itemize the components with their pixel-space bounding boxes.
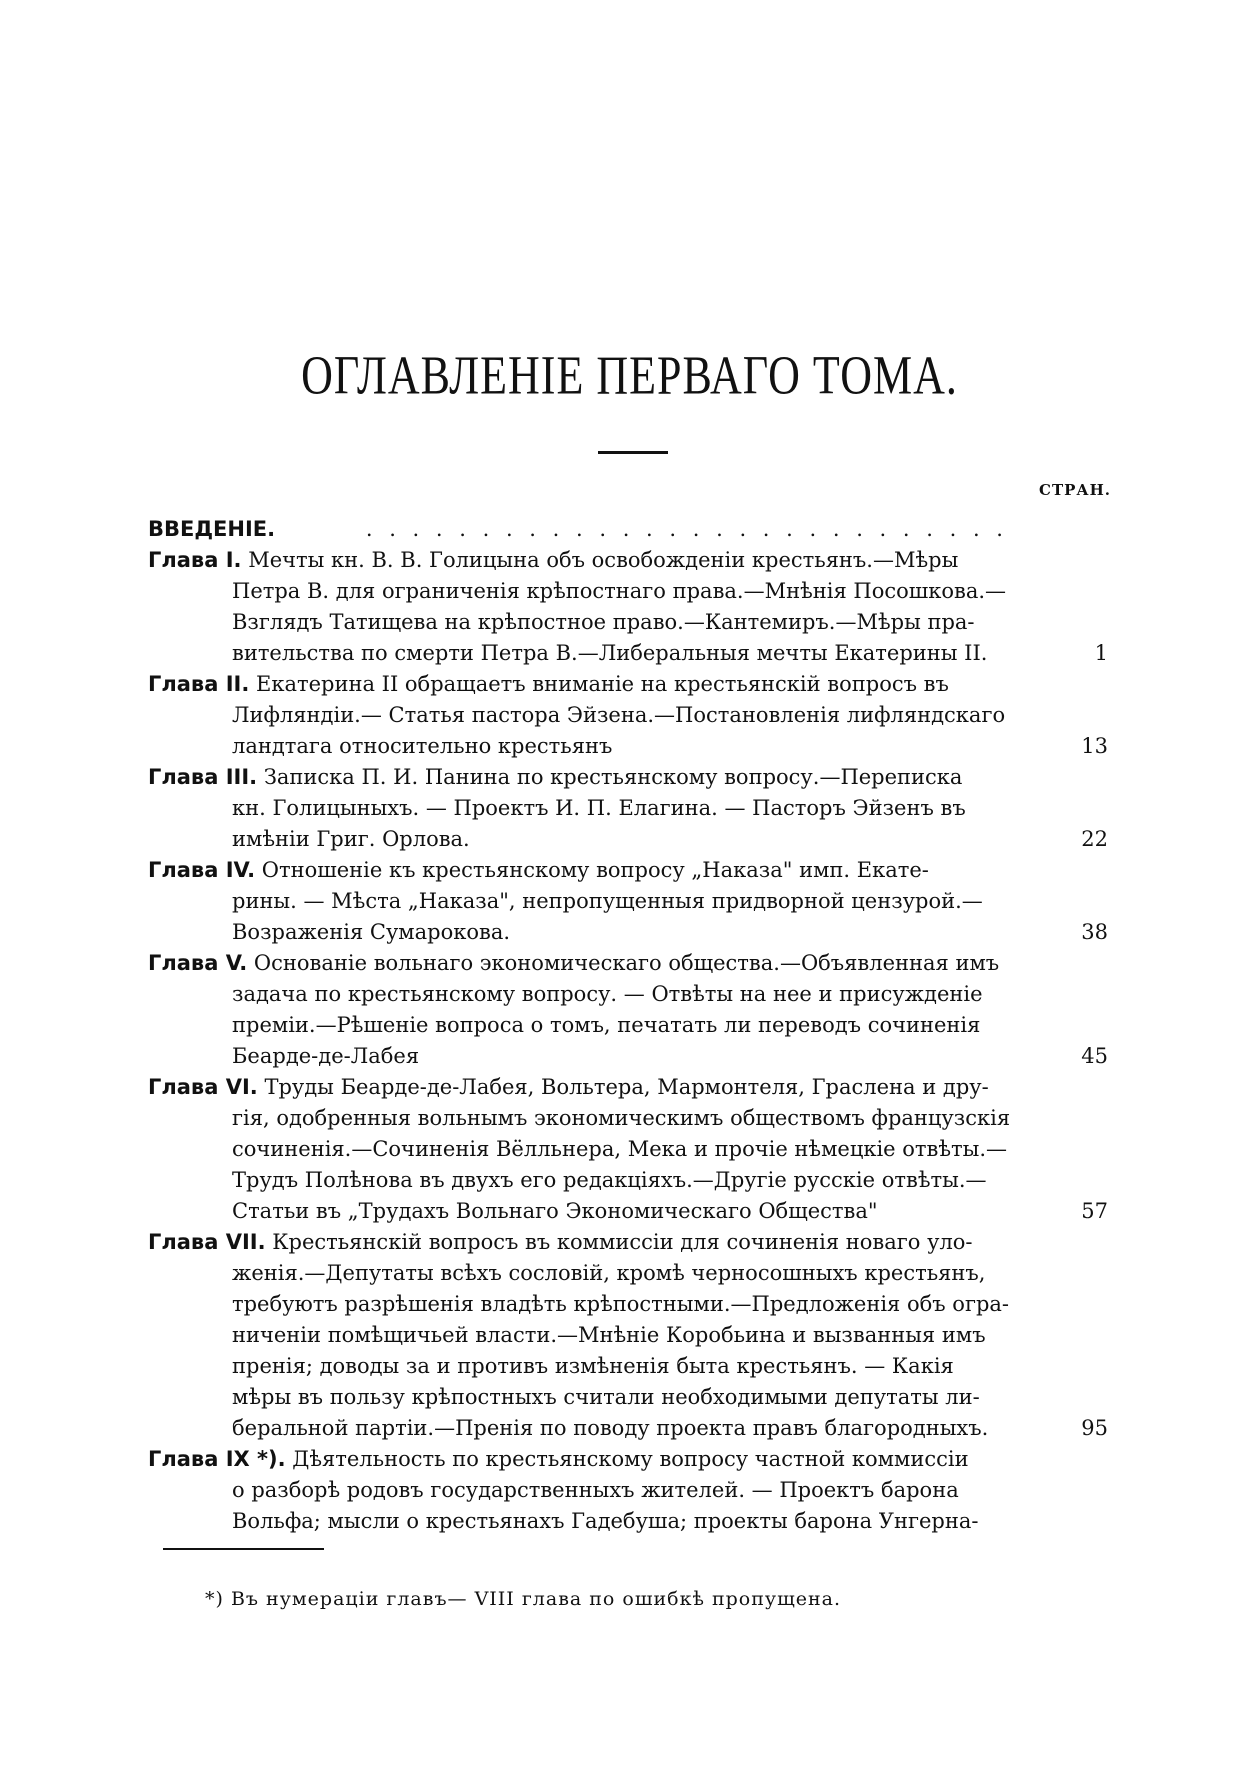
chapter-line xyxy=(148,824,1108,855)
page-number: 95 xyxy=(1081,1416,1108,1440)
chapter-line xyxy=(148,979,1108,1010)
chapter-text: Мечты кн. В. В. Голицына объ освобожденіи крестьянъ.—Мѣры xyxy=(248,548,959,572)
chapter-line xyxy=(148,1506,1108,1537)
chapter-line xyxy=(148,700,1108,731)
chapter-label: Глава II. xyxy=(148,672,250,696)
chapter-line xyxy=(148,886,1108,917)
chapter-line xyxy=(148,1382,1108,1413)
chapter-label: Глава VII. xyxy=(148,1230,266,1254)
chapter-text: рины. — Мѣста „Наказа", непропущенныя придворной цензурой.— xyxy=(232,889,983,913)
chapter-text: гія, одобренныя вольнымъ экономическимъ обществомъ французскія xyxy=(232,1106,1011,1130)
footnote-divider xyxy=(163,1548,324,1550)
leader-dots: . . . . . . . . . . . . . . . . . . . . . . . . . . . . xyxy=(365,517,1008,541)
page-number: 57 xyxy=(1081,1199,1108,1223)
page-number: 22 xyxy=(1081,827,1108,851)
chapter-line[interactable] xyxy=(148,855,1108,886)
chapter-line xyxy=(148,1103,1108,1134)
chapter-label: Глава IX *). xyxy=(148,1447,286,1471)
chapter-line xyxy=(148,1196,1108,1227)
chapter-text: Лифляндіи.— Статья пастора Эйзена.—Постановленія лифляндскаго xyxy=(232,703,1006,727)
chapter-text: задача по крестьянскому вопросу. — Отвѣты на нее и присужденіе xyxy=(232,982,983,1006)
chapter-text: мѣры въ пользу крѣпостныхъ считали необходимыми депутаты ли- xyxy=(232,1385,980,1409)
chapter-text: Статьи въ „Трудахъ Вольнаго Экономическаго Общества" xyxy=(232,1199,878,1223)
chapter-line xyxy=(148,1041,1108,1072)
chapter-line xyxy=(148,1475,1108,1506)
chapter-line xyxy=(148,917,1108,948)
intro-entry[interactable] xyxy=(148,514,1108,545)
chapter-line xyxy=(148,793,1108,824)
chapter-text: Записка П. И. Панина по крестьянскому вопросу.—Переписка xyxy=(263,765,963,789)
chapter-text: Екатерина II обращаетъ вниманіе на крестьянскій вопросъ въ xyxy=(256,672,949,696)
chapter-line[interactable] xyxy=(148,669,1108,700)
chapter-text: Основаніе вольнаго экономическаго общества.—Объявленная имъ xyxy=(253,951,1000,975)
chapter-label: Глава V. xyxy=(148,951,248,975)
page-number: 38 xyxy=(1081,920,1108,944)
chapter-text: вительства по смерти Петра В.—Либеральныя мечты Екатерины II. xyxy=(232,641,988,665)
chapter-line xyxy=(148,1134,1108,1165)
chapter-text: Отношеніе къ крестьянскому вопросу „Наказа" имп. Екате- xyxy=(261,858,929,882)
chapter-line xyxy=(148,1165,1108,1196)
chapter-line xyxy=(148,1010,1108,1041)
intro-label: ВВЕДЕНІЕ. xyxy=(148,517,276,541)
page-number: 1 xyxy=(1094,641,1108,665)
chapter-line[interactable] xyxy=(148,948,1108,979)
chapter-line[interactable] xyxy=(148,1444,1108,1475)
chapter-text: Возраженія Сумарокова. xyxy=(232,920,511,944)
chapter-line xyxy=(148,576,1108,607)
chapter-text: Труды Беарде-де-Лабея, Вольтера, Мармонтеля, Граслена и дру- xyxy=(264,1075,989,1099)
chapter-line xyxy=(148,1289,1108,1320)
footnote: *) Въ нумераціи главъ— VIII глава по ошибкѣ пропущена. xyxy=(205,1588,842,1610)
chapter-text: сочиненія.—Сочиненія Вёлльнера, Мека и прочіе нѣмецкіе отвѣты.— xyxy=(232,1137,1008,1161)
chapter-label: Глава IV. xyxy=(148,858,256,882)
chapter-text: ландтага относительно крестьянъ xyxy=(232,734,613,758)
chapter-list xyxy=(148,545,1108,1537)
chapter-text: Трудъ Полѣнова въ двухъ его редакціяхъ.—Другіе русскіе отвѣты.— xyxy=(232,1168,987,1192)
chapter-label: Глава VI. xyxy=(148,1075,258,1099)
chapter-text: пренія; доводы за и противъ измѣненія быта крестьянъ. — Какія xyxy=(232,1354,954,1378)
page-title: ОГЛАВЛЕНІЕ ПЕРВАГО ТОМА. xyxy=(301,344,958,407)
chapter-text: женія.—Депутаты всѣхъ сословій, кромѣ черносошныхъ крестьянъ, xyxy=(232,1261,986,1285)
chapter-line xyxy=(148,1320,1108,1351)
page-number: 45 xyxy=(1081,1044,1108,1068)
table-of-contents xyxy=(148,514,1108,1537)
chapter-text: беральной партіи.—Пренія по поводу проекта правъ благородныхъ. xyxy=(232,1416,989,1440)
chapter-text: о разборѣ родовъ государственныхъ жителей. — Проектъ барона xyxy=(232,1478,959,1502)
chapter-line xyxy=(148,731,1108,762)
page-number: 13 xyxy=(1081,734,1108,758)
page-column-label: СТРАН. xyxy=(1039,481,1111,499)
chapter-line[interactable] xyxy=(148,1072,1108,1103)
chapter-line xyxy=(148,638,1108,669)
chapter-text: Взглядъ Татищева на крѣпостное право.—Кантемиръ.—Мѣры пра- xyxy=(232,610,975,634)
chapter-text: требуютъ разрѣшенія владѣть крѣпостными.—Предложенія объ огра- xyxy=(232,1292,1010,1316)
chapter-line xyxy=(148,607,1108,638)
chapter-line xyxy=(148,1258,1108,1289)
chapter-line[interactable] xyxy=(148,762,1108,793)
chapter-label: Глава I. xyxy=(148,548,242,572)
chapter-text: преміи.—Рѣшеніе вопроса о томъ, печатать ли переводъ сочиненія xyxy=(232,1013,981,1037)
chapter-line xyxy=(148,1413,1108,1444)
chapter-text: имѣніи Григ. Орлова. xyxy=(232,827,470,851)
chapter-label: Глава III. xyxy=(148,765,258,789)
chapter-text: Петра В. для ограниченія крѣпостнаго права.—Мнѣнія Посошкова.— xyxy=(232,579,1007,603)
chapter-text: Крестьянскій вопросъ въ коммиссіи для сочиненія новаго уло- xyxy=(272,1230,973,1254)
chapter-text: Беарде-де-Лабея xyxy=(232,1044,420,1068)
chapter-line[interactable] xyxy=(148,545,1108,576)
chapter-text: Дѣятельность по крестьянскому вопросу частной коммиссіи xyxy=(292,1447,969,1471)
chapter-text: ниченіи помѣщичьей власти.—Мнѣніе Коробьина и вызванныя имъ xyxy=(232,1323,986,1347)
chapter-line[interactable] xyxy=(148,1227,1108,1258)
chapter-text: кн. Голицыныхъ. — Проектъ И. П. Елагина. — Пасторъ Эйзенъ въ xyxy=(232,796,966,820)
chapter-line xyxy=(148,1351,1108,1382)
chapter-text: Вольфа; мысли о крестьянахъ Гадебуша; проекты барона Унгерна- xyxy=(232,1509,979,1533)
title-divider xyxy=(598,451,668,454)
